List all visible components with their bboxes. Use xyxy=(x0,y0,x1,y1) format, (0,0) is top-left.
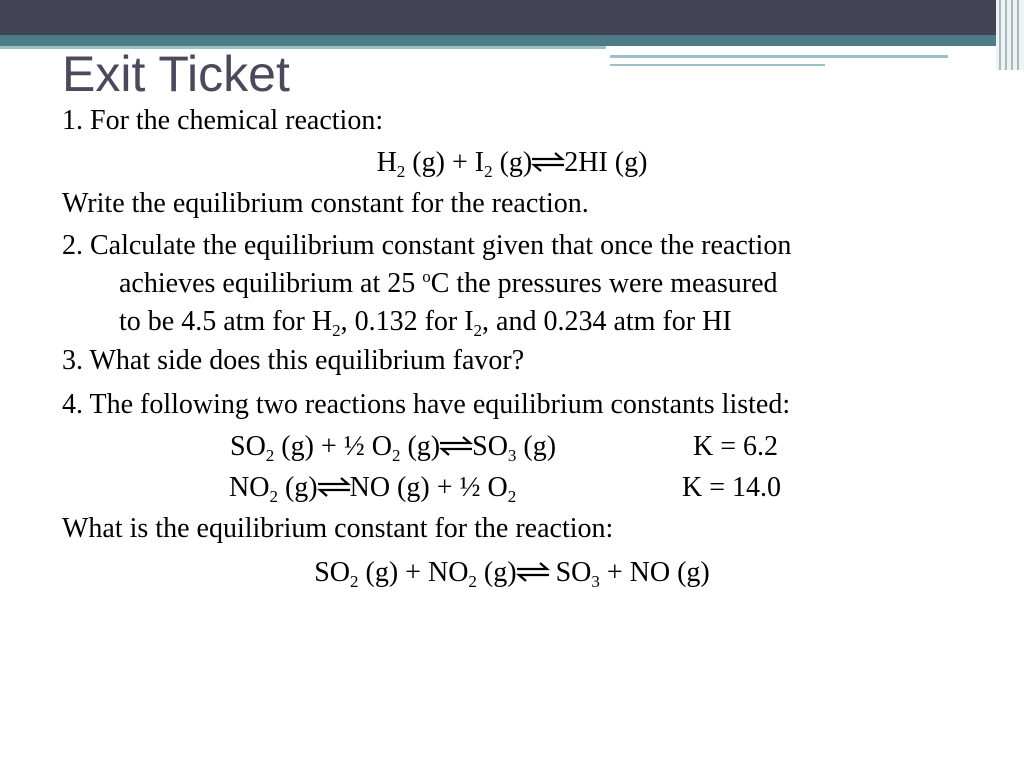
question-2-line-2: achieves equilibrium at 25 $^o$C the pressures were measured xyxy=(119,267,778,299)
question-1-reaction: $H_2$ $(g) + I_2$ (g) 2HI (g) xyxy=(376,147,648,181)
question-4-reaction-1: $SO_2$ (g) + ½ $O_2$ (g) $SO_3$ (g) xyxy=(230,431,557,465)
slide-title: Exit Ticket xyxy=(62,46,290,102)
question-4-question: What is the equilibrium constant for the reaction: xyxy=(62,513,614,544)
question-2-line-1: 2. Calculate the equilibrium constant given that once the reaction xyxy=(62,230,792,261)
equilibrium-arrow-icon xyxy=(316,476,352,498)
question-4-reaction-2: $NO_2$ (g) NO (g) + ½ $O_2$ xyxy=(229,472,517,506)
question-4-prompt: 4. The following two reactions have equilibrium constants listed: xyxy=(62,389,791,420)
header-inset-line xyxy=(610,55,948,58)
question-1-task: Write the equilibrium constant for the reaction. xyxy=(62,188,589,219)
header-band xyxy=(0,0,1024,35)
question-4-k2: K = 14.0 xyxy=(682,472,782,503)
question-4-k1: K = 6.2 xyxy=(693,431,779,462)
header-vertical-bars xyxy=(996,0,1024,70)
question-2-line-3: to be 4.5 atm for $H_2$, 0.132 for $I_2$, and 0.234 atm for HI xyxy=(119,306,732,340)
equilibrium-arrow-icon xyxy=(438,435,474,457)
header-accent-band xyxy=(0,35,1024,46)
equilibrium-arrow-icon xyxy=(530,151,566,173)
question-3: 3. What side does this equilibrium favor? xyxy=(62,345,525,376)
header-inset-line-short xyxy=(610,64,825,66)
equilibrium-arrow-icon xyxy=(515,561,551,583)
question-1-prompt: 1. For the chemical reaction: xyxy=(62,105,384,136)
question-4-target-reaction: $SO_2$ $(g) + NO_2$ (g) $SO_3$ + NO (g) xyxy=(314,557,710,591)
